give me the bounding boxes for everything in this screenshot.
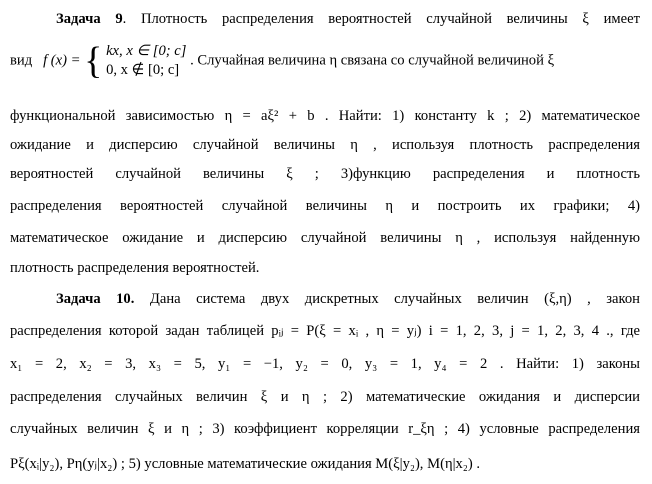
- task10-line-1: Дана система двух дискретных случайных величин (ξ,η) , закон: [134, 291, 640, 307]
- task9-line-3: функциональной зависимостью η = aξ² + b . Найти: 1) константу k ; 2) математическое: [10, 108, 640, 124]
- task10-line-5: случайных величин ξ и η ; 3) коэффициент корреляции r_ξη ; 4) условные распределения: [10, 421, 640, 437]
- task9-vid: вид: [10, 52, 33, 69]
- task9-paragraph-line-2: [10, 42, 640, 80]
- task9-line-6: распределения вероятностей случайной величины η и построить их графики; 4): [10, 198, 640, 214]
- task9-line-5: вероятностей случайной величины ξ ; 3)функцию распределения и плотность: [10, 166, 640, 182]
- task9-title: Задача 9: [56, 11, 123, 27]
- task10-line-3: x₁ = 2, x₂ = 3, x₃ = 5, y₁ = −1, y₂ = 0, y₃ = 1, y₄ = 2 . Найти: 1) законы: [10, 356, 640, 372]
- task10-title: Задача 10.: [56, 291, 135, 307]
- piecewise-cases: [106, 42, 186, 80]
- task10-line-6: Pξ(xᵢ|y₂), Pη(yⱼ|x₂) ; 5) условные математические ожидания M(ξ|y₂), M(η|x₂) .: [10, 456, 481, 472]
- task9-line-8: плотность распределения вероятностей.: [10, 260, 260, 276]
- task9-paragraph-line-1: [56, 10, 640, 28]
- task10-paragraph-line-1: [56, 290, 640, 308]
- task9-line-1: . Плотность распределения вероятностей случайной величины ξ имеет: [122, 11, 640, 27]
- task10-line-4: распределения случайных величин ξ и η ; 2) математические ожидания и дисперсии: [10, 389, 640, 405]
- case-2: 0, x ∉ [0; c]: [106, 62, 180, 78]
- task9-line-7: математическое ожидание и дисперсию случайной величины η , используя найденную: [10, 230, 640, 246]
- brace-icon: {: [84, 40, 103, 82]
- task9-line-2-after: . Случайная величина η связана со случайной величиной ξ: [190, 52, 555, 69]
- case-1: kx, x ∈ [0; c]: [106, 43, 187, 59]
- task10-line-2: распределения которой задан таблицей pᵢⱼ = P(ξ = xᵢ , η = yⱼ) i = 1, 2, 3, j = 1, 2, 3, 4 ., где: [10, 323, 640, 339]
- task9-line-4: ожидание и дисперсию случайной величины η , используя плотность распределения: [10, 137, 640, 153]
- task9-fdef: f (x) =: [43, 52, 81, 69]
